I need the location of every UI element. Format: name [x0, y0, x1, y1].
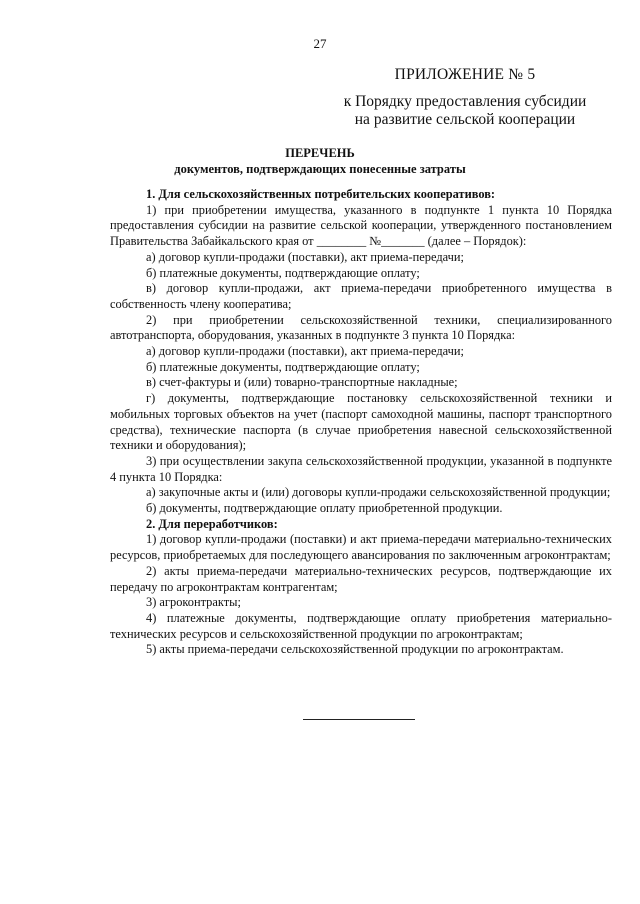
paragraph: а) договор купли-продажи (поставки), акт приема-передачи; — [146, 344, 464, 359]
paragraph: а) договор купли-продажи (поставки), акт приема-передачи; — [146, 249, 464, 264]
appendix-title: ПРИЛОЖЕНИЕ № 5 — [394, 66, 536, 83]
paragraph: 5) акты приема-передачи сельскохозяйственной продукции по агроконтрактам. — [146, 642, 564, 657]
paragraph: 1) при приобретении имущества, указанного в подпункте 1 пункта 10 Порядка предоставления субсидии на развитие сельской кооперации, утвержденного постановлением Правительства Забайкальского края от ________ №_______ (далее – Порядок): — [110, 202, 612, 249]
document-title-main: ПЕРЕЧЕНЬ — [285, 146, 355, 160]
paragraph: 4) платежные документы, подтверждающие оплату приобретения материально-технических ресурсов и сельскохозяйственной продукции по агроконтрактам; — [110, 610, 612, 641]
paragraph: а) закупочные акты и (или) договоры купли-продажи сельскохозяйственной продукции; — [146, 485, 611, 500]
appendix-subtitle-line: на развитие сельской кооперации — [354, 111, 576, 128]
appendix-subtitle — [300, 93, 630, 129]
paragraph: б) платежные документы, подтверждающие оплату; — [146, 265, 420, 280]
paragraph: 3) агроконтракты; — [146, 595, 241, 610]
document-title-subtitle: документов, подтверждающих понесенные затраты — [174, 162, 466, 176]
paragraph: б) платежные документы, подтверждающие оплату; — [146, 359, 420, 374]
closing-rule — [303, 719, 415, 720]
page-number: 27 — [313, 36, 327, 51]
paragraph: б) документы, подтверждающие оплату приобретенной продукции. — [146, 501, 503, 516]
paragraph: 3) при осуществлении закупа сельскохозяйственной продукции, указанной в подпункте 4 пункта 10 Порядка: — [110, 453, 612, 484]
paragraph: в) счет-фактуры и (или) товарно-транспортные накладные; — [146, 375, 458, 390]
document-body — [110, 187, 612, 658]
section-heading: 1. Для сельскохозяйственных потребительских кооперативов: — [146, 187, 496, 201]
document-title — [0, 145, 640, 177]
paragraph: в) договор купли-продажи, акт приема-передачи приобретенного имущества в собственность члену кооператива; — [110, 281, 612, 311]
paragraph: г) документы, подтверждающие постановку сельскохозяйственной техники и мобильных торговых объектов на учет (паспорт самоходной машины, паспорт транспортного средства), технические паспорта (в случае приобретения навесной сельскохозяйственной техники и оборудования); — [110, 391, 612, 453]
appendix-subtitle-line: к Порядку предоставления субсидии — [343, 93, 587, 110]
paragraph: 2) акты приема-передачи материально-технических ресурсов, подтверждающие их передачу по агроконтрактам контрагентам; — [110, 563, 612, 594]
section-heading: 2. Для переработчиков: — [146, 516, 278, 531]
paragraph: 2) при приобретении сельскохозяйственной техники, специализированного автотранспорта, оборудования, указанных в подпункте 3 пункта 10 Порядка: — [110, 312, 612, 343]
paragraph: 1) договор купли-продажи (поставки) и акт приема-передачи материально-технических ресурсов, приобретаемых для последующего авансирования по заключенным агроконтрактам; — [110, 532, 612, 563]
